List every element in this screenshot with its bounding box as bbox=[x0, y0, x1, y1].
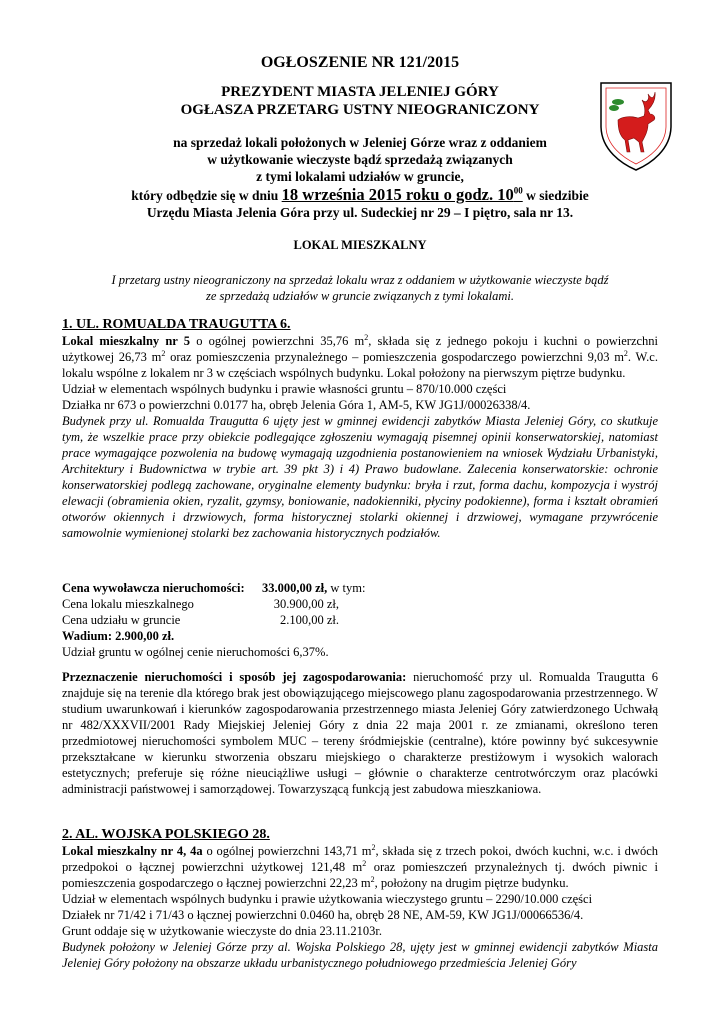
section-2-plots: Działek nr 71/42 i 71/43 o łącznej powierzchni 0.0460 ha, obręb 28 NE, AM-59, KW JG1J/00066536/4. bbox=[62, 908, 584, 922]
section-type-heading: LOKAL MIESZKALNY bbox=[293, 238, 427, 252]
intro-line-5: Urzędu Miasta Jelenia Góra przy ul. Sudeckiej nr 29 – I piętro, sala nr 13. bbox=[146, 204, 574, 220]
price-value: 33.000,00 zł, bbox=[262, 581, 328, 595]
land-share-percent: Udział gruntu w ogólnej cenie nieruchomości 6,37%. bbox=[62, 645, 329, 659]
desc-part-a: o ogólnej powierzchni 35,76 m bbox=[196, 334, 365, 348]
intro-line-2: w użytkowanie wieczyste bądź sprzedażą związanych bbox=[207, 152, 513, 168]
sup: 2 bbox=[623, 348, 628, 358]
section-2-description bbox=[62, 843, 658, 891]
header-block bbox=[60, 83, 660, 119]
price-row-udzial bbox=[62, 612, 658, 628]
header-announces: OGŁASZA PRZETARG USTNY NIEOGRANICZONY bbox=[180, 102, 540, 118]
section-2-body bbox=[62, 843, 658, 971]
zoning-label: Przeznaczenie nieruchomości i sposób jej zagospodarowania: bbox=[62, 670, 407, 684]
udzial-price-label: Cena udziału w gruncie bbox=[62, 613, 181, 627]
zoning-body: nieruchomość przy ul. Romualda Traugutta 6 znajduje się na terenie dla którego brak jest obowiązującego miejscowego planu zagospodarowania przestrzennego. W studium uwarunkowań i kierunków zagospodarowania przestrzennego miasta Jeleniej Góry zatwierdzonego Uchwałą nr 482/XXXVII/2001 Rady Miejskiej Jeleniej Góry z dnia 22 maja 2001 r. ze zmianami, określono teren przedmiotowej nieruchomości symbolem MUC – tereny śródmiejskie (centralne), które powinny być sukcesywnie przekształcane w kierunku stworzenia obszaru miejskiego o charakterze prestiżowym i wysokich walorach estetycznych; preferuje się różne nieuciążliwe usługi – głównie o charakterze centrotwórczym oraz placówki administracji państwowej i samorządowej. Towarzyszącą funkcją jest zabudowa mieszkaniowa. bbox=[62, 670, 658, 796]
section-1-heritage-note: Budynek przy ul. Romualda Traugutta 6 ujęty jest w gminnej ewidencji zabytków Miasta Jeleniej Góry, co skutkuje tym, że wszelkie prace przy obiekcie podlegające zgłoszeniu wymagają pisemnej opinii konserwatorskiej, natomiast prace wymagające pozwolenia na budowę wymagają uzgodnienia postanowieniem na wniosek Wydziału Urbanistyki, Architektury i Budownictwa w trybie art. 39 pkt 3) i 4) Prawo budowlane. Zalecenia konserwatorskie: ochronie konserwatorskiej podlegą zachowane, oryginalne elementy budynku: bryła i rzut, forma dachu, kompozycja i wystrój elewacji (obramienia okien, ryzalit, gzymsy, boniowanie, nadokienniki, płyciny podokienne), forma i kształt obramień otworów okiennych i drzwiowych, forma historycznej stolarki okiennej i drzwiowej, wymagane przywrócenie samowolnie wymienionej stolarki bez zachowania historycznych podziałów. bbox=[62, 414, 658, 540]
header-mayor: PREZYDENT MIASTA JELENIEJ GÓRY bbox=[221, 84, 499, 100]
desc-part-c: oraz pomieszczenia przynależnego – pomieszczenia gospodarczego powierzchni 9,03 m bbox=[165, 350, 624, 364]
sup: 2 bbox=[161, 348, 166, 358]
section-1-plot: Działka nr 673 o powierzchni 0.0177 ha, obręb Jelenia Góra 1, AM-5, KW JG1J/00026338/4. bbox=[62, 398, 531, 412]
intro-block bbox=[60, 134, 660, 221]
price-suffix: w tym: bbox=[327, 581, 366, 595]
lead-line-1: I przetarg ustny nieograniczony na sprzedaż lokalu wraz z oddaniem w użytkowanie wieczyste bądź bbox=[111, 273, 609, 287]
announcement-title: OGŁOSZENIE NR 121/2015 bbox=[260, 54, 460, 71]
section-1-title: 1. UL. ROMUALDA TRAUGUTTA 6. bbox=[62, 317, 291, 332]
desc-part-d: . W.c. lokalu wspólne z lokalem nr 3 w częściach wspólnych budynku. Lokal położony na pierwszym piętrze budynku. bbox=[62, 350, 658, 380]
intro-line-1: na sprzedaż lokali położonych w Jeleniej Górze wraz z oddaniem bbox=[173, 135, 547, 150]
udzial-price-value: 2.100,00 zł. bbox=[279, 613, 339, 627]
sup: 2 bbox=[370, 874, 375, 884]
section-2-heritage-note: Budynek położony w Jeleniej Górze przy al. Wojska Polskiego 28, ujęty jest w gminnej ewidencji zabytków Miasta Jeleniej Góry położony na obszarze układu urbanistycznego południowego przedmieścia Jeleniej Góry bbox=[62, 940, 658, 970]
price-row-total bbox=[62, 580, 658, 596]
lead-line-2: ze sprzedażą udziałów w gruncie związanych z tymi lokalami. bbox=[206, 289, 514, 303]
intro-date-prefix: który odbędzie się w dniu bbox=[131, 187, 279, 203]
intro-date-suffix: w siedzibie bbox=[526, 187, 589, 203]
desc-part-c: oraz pomieszczeń przynależnych tj. dwóch piwnic i pomieszczenia gospodarczego o łącznej powierzchni 22,23 m bbox=[62, 860, 658, 890]
sup: 2 bbox=[371, 842, 376, 852]
section-2-title: 2. AL. WOJSKA POLSKIEGO 28. bbox=[62, 827, 270, 842]
sup: 2 bbox=[364, 332, 369, 342]
price-label: Cena wywoławcza nieruchomości: bbox=[62, 581, 245, 595]
desc-part-d: , położony na drugim piętrze budynku. bbox=[374, 876, 569, 890]
sup: 2 bbox=[362, 858, 367, 868]
auction-date bbox=[282, 185, 523, 204]
intro-line-4 bbox=[60, 186, 660, 204]
section-1-pricing bbox=[62, 580, 658, 660]
auction-time-minutes: 00 bbox=[513, 185, 523, 196]
section-1-description bbox=[62, 333, 658, 381]
section-2-lease: Grunt oddaje się w użytkowanie wieczyste do dnia 23.11.2103r. bbox=[62, 924, 382, 938]
section-1-zoning bbox=[62, 669, 658, 797]
section-2-unit-label: Lokal mieszkalny nr 4, 4a bbox=[62, 844, 203, 858]
section-1-unit-label: Lokal mieszkalny nr 5 bbox=[62, 334, 191, 348]
price-row-lokal bbox=[62, 596, 658, 612]
intro-line-3: z tymi lokalami udziałów w gruncie, bbox=[256, 169, 464, 185]
auction-date-text: 18 września 2015 roku o godz. 10 bbox=[281, 184, 514, 204]
lead-paragraph bbox=[60, 272, 660, 304]
section-2-share: Udział w elementach wspólnych budynku i prawie użytkowania wieczystego gruntu – 2290/10.000 części bbox=[62, 892, 593, 906]
desc-part-b: , składa się z jednego pokoju i kuchni o powierzchni użytkowej 26,73 m bbox=[62, 334, 659, 364]
section-1-share: Udział w elementach wspólnych budynku i prawie własności gruntu – 870/10.000 części bbox=[62, 382, 507, 396]
desc-part-b: , składa się z trzech pokoi, dwóch kuchni, w.c. i dwóch przedpokoi o łącznej powierzchni użytkowej 121,48 m bbox=[62, 844, 658, 874]
lokal-price-value: 30.900,00 zł, bbox=[273, 597, 339, 611]
section-1-body bbox=[62, 333, 658, 541]
zoning-text bbox=[62, 669, 658, 797]
desc-part-a: o ogólnej powierzchni 143,71 m bbox=[202, 844, 372, 858]
lokal-price-label: Cena lokalu mieszkalnego bbox=[62, 597, 194, 611]
wadium: Wadium: 2.900,00 zł. bbox=[62, 629, 175, 643]
